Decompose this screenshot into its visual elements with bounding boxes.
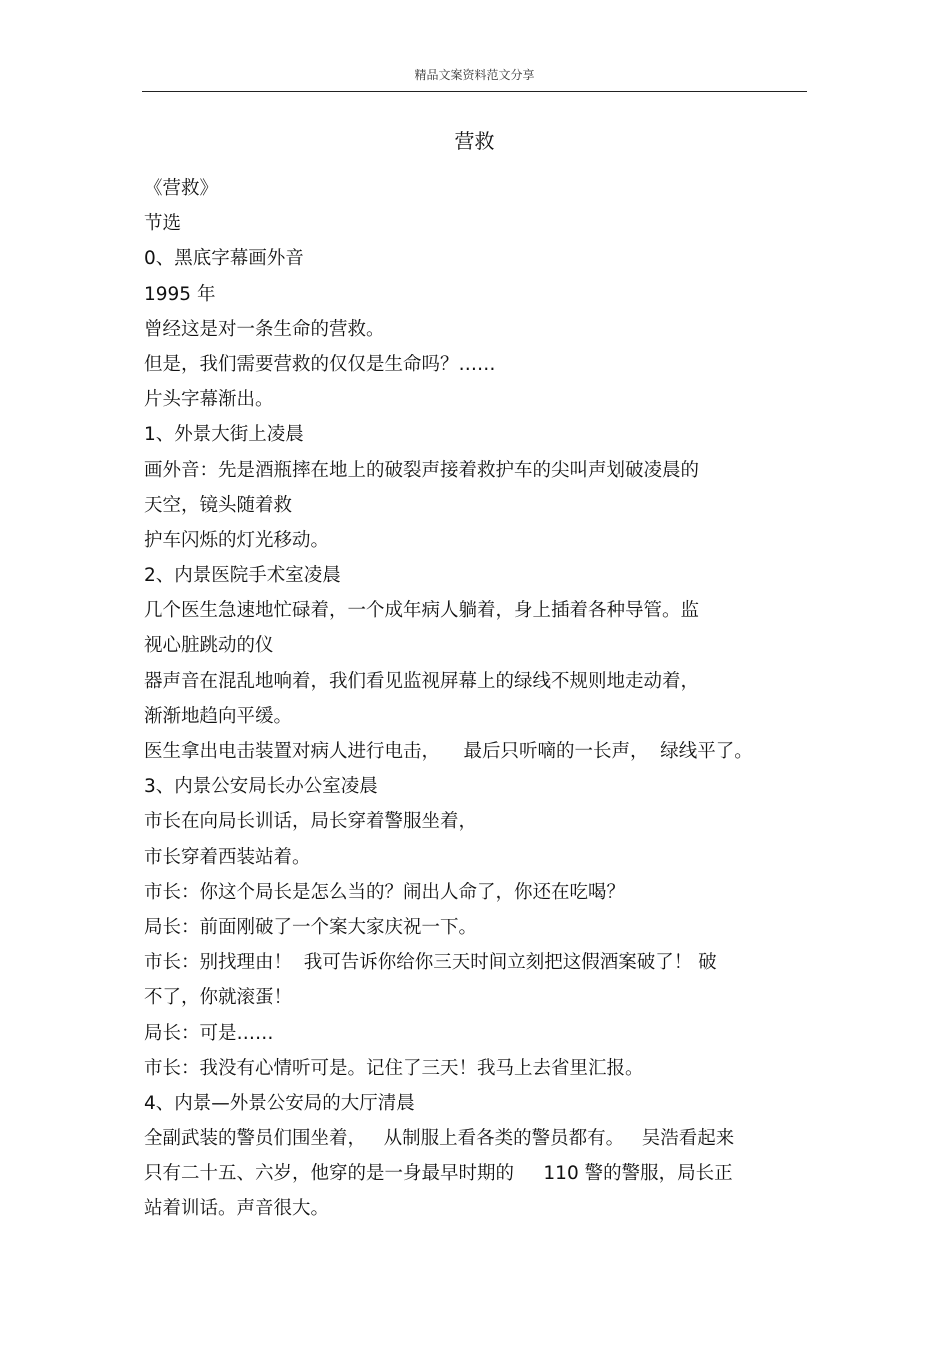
text-line: 器声音在混乱地响着，我们看见监视屏幕上的绿线不规则地走动着， bbox=[144, 670, 700, 692]
text-line: 视心脏跳动的仪 bbox=[144, 635, 274, 657]
text-line: 3、内景公安局长办公室凌晨 bbox=[144, 776, 378, 798]
text-line: 护车闪烁的灯光移动。 bbox=[144, 529, 330, 551]
text-line: 医生拿出电击装置对病人进行电击， 最后只听嘀的一长声， 绿线平了。 bbox=[144, 741, 753, 762]
header-divider bbox=[142, 91, 807, 92]
text-line: 市长：我没有心情听可是。记住了三天！我马上去省里汇报。 bbox=[144, 1057, 644, 1079]
text-line: 片头字幕渐出。 bbox=[144, 389, 274, 411]
text-line: 天空，镜头随着救 bbox=[144, 494, 293, 516]
text-line: 市长穿着西装站着。 bbox=[144, 846, 311, 868]
text-line: 市长：你这个局长是怎么当的？闹出人命了，你还在吃喝？ bbox=[144, 881, 626, 903]
text-line: 4、内景—外景公安局的大厅清晨 bbox=[144, 1092, 415, 1114]
text-line: 1、外景大街上凌晨 bbox=[144, 424, 304, 446]
text-line: 画外音：先是酒瓶摔在地上的破裂声接着救护车的尖叫声划破凌晨的 bbox=[144, 459, 700, 481]
page-header: 精品文案资料范文分享 bbox=[414, 68, 535, 82]
text-line: 不了，你就滚蛋！ bbox=[144, 987, 293, 1009]
text-line: 1995 年 bbox=[144, 283, 216, 305]
text-line: 《营救》 bbox=[144, 178, 219, 199]
text-line: 2、内景医院手术室凌晨 bbox=[144, 565, 341, 587]
text-line: 渐渐地趋向平缓。 bbox=[144, 705, 293, 727]
text-line: 几个医生急速地忙碌着，一个成年病人躺着，身上插着各种导管。监 bbox=[144, 600, 700, 622]
text-line: 市长：别找理由！ 我可告诉你给你三天时间立刻把这假酒案破了！ 破 bbox=[144, 952, 717, 974]
text-line: 但是，我们需要营救的仅仅是生命吗？…… bbox=[144, 353, 496, 375]
text-line: 节选 bbox=[144, 213, 182, 235]
text-line: 0、黑底字幕画外音 bbox=[144, 248, 304, 270]
text-line: 只有二十五、六岁，他穿的是一身最早时期的 110 警的警服，局长正 bbox=[144, 1163, 733, 1185]
document-body bbox=[144, 171, 809, 1227]
text-line: 全副武装的警员们围坐着， 从制服上看各类的警员都有。 吴浩看起来 bbox=[144, 1128, 735, 1150]
document-title: 营救 bbox=[454, 129, 495, 153]
text-line: 局长：前面刚破了一个案大家庆祝一下。 bbox=[144, 916, 478, 938]
text-line: 站着训话。声音很大。 bbox=[144, 1198, 330, 1220]
text-line: 曾经这是对一条生命的营救。 bbox=[144, 318, 385, 340]
text-line: 市长在向局长训话，局长穿着警服坐着， bbox=[144, 811, 478, 833]
text-line: 局长：可是…… bbox=[144, 1022, 274, 1044]
